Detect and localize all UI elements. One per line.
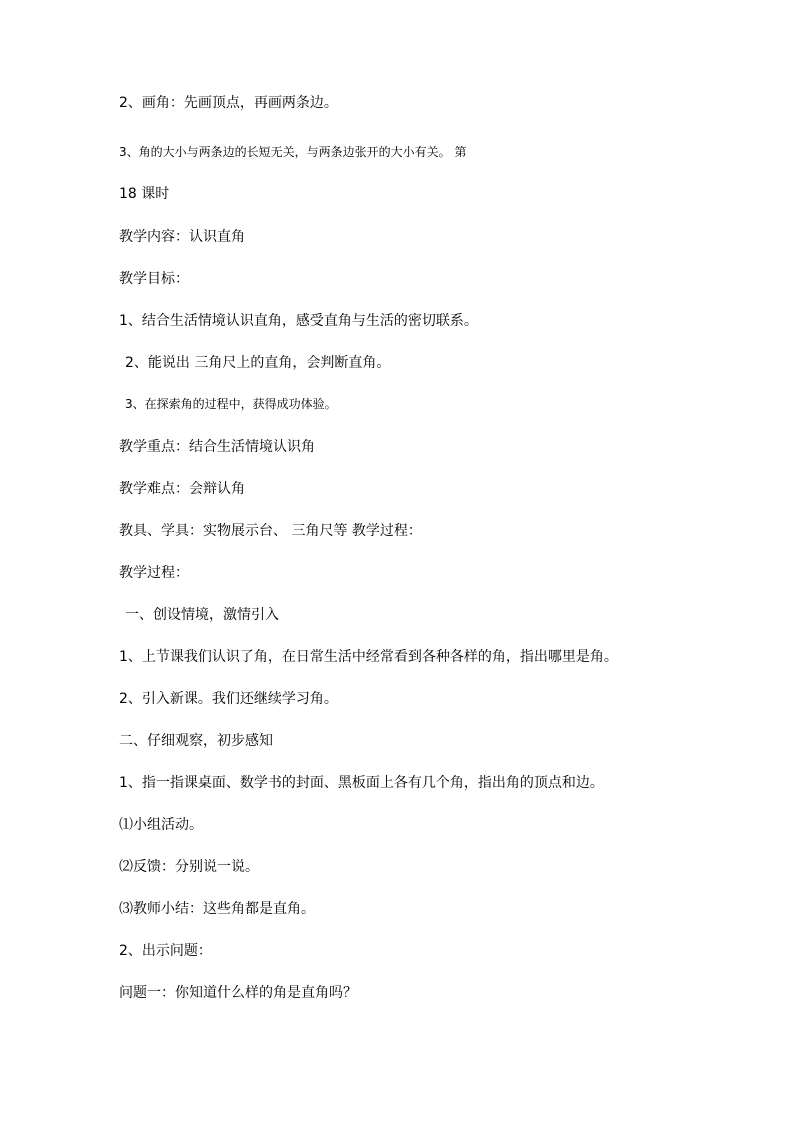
text-line: ⑶教师小结：这些角都是直角。: [119, 901, 315, 917]
text-line: 3、在探索角的过程中，获得成功体验。: [125, 397, 337, 411]
text-line: 二、仔细观察，初步感知: [119, 733, 273, 749]
text-line: 一、创设情境，激情引入: [125, 607, 279, 623]
text-line: 2、出示问题：: [119, 943, 212, 959]
text-line: 教学重点：结合生活情境认识角: [119, 439, 315, 455]
text-line: 教学过程：: [119, 565, 189, 581]
text-line: 教学难点：会辩认角: [119, 481, 245, 497]
text-line: 1、指一指课桌面、数学书的封面、黑板面上各有几个角，指出角的顶点和边。: [119, 775, 604, 791]
text-line: 1、结合生活情境认识直角，感受直角与生活的密切联系。: [119, 313, 478, 329]
text-line: 教具、学具：实物展示台、 三角尺等 教学过程：: [119, 523, 422, 539]
text-line: 3、角的大小与两条边的长短无关，与两条边张开的大小有关。 第: [119, 145, 467, 159]
text-line: ⑵反馈：分别说一说。: [119, 859, 259, 875]
text-line: 1、上节课我们认识了角，在日常生活中经常看到各种各样的角，指出哪里是角。: [119, 649, 618, 665]
text-line: ⑴小组活动。: [119, 817, 203, 833]
text-line: 18 课时: [119, 186, 170, 202]
text-line: 教学目标：: [119, 271, 189, 287]
text-line: 2、能说出 三角尺上的直角，会判断直角。: [125, 355, 391, 371]
text-line: 问题一：你知道什么样的角是直角吗？: [119, 985, 357, 1001]
text-line: 2、画角：先画顶点，再画两条边。: [119, 95, 338, 111]
text-line: 教学内容：认识直角: [119, 229, 245, 245]
text-line: 2、引入新课。我们还继续学习角。: [119, 691, 338, 707]
